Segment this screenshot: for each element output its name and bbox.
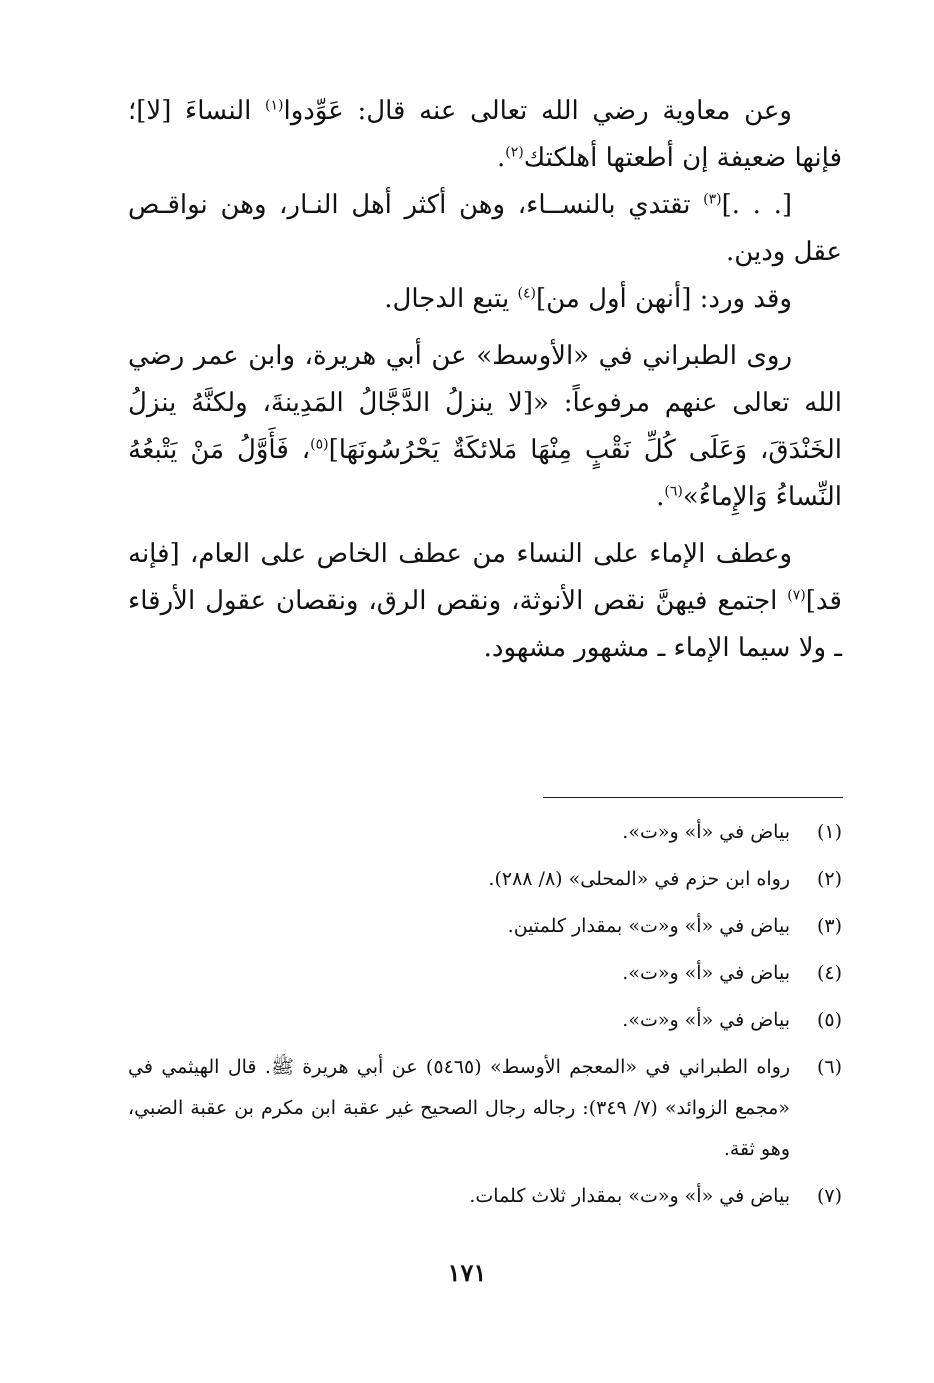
footnote-ref-5: (٥)	[310, 436, 329, 453]
footnote-ref-7: (٧)	[787, 587, 806, 604]
paragraph-text: النساءَ [لا]؛ فإنها ضعيفة إن أطعتها أهلكتك	[128, 96, 842, 173]
paragraph-text: وعطف الإماء على النساء من عطف الخاص على العام، [فإنه قد]	[128, 539, 842, 616]
footnote-text: بياض في «أ» و«ت».	[622, 1009, 790, 1031]
footnote-ref-6: (٦)	[664, 483, 683, 500]
footnote-number: (٣)	[816, 915, 842, 937]
paragraph-text: وعن معاوية رضي الله تعالى عنه قال: عَوِّدوا	[283, 96, 792, 126]
main-text	[128, 88, 842, 672]
footnote-text: بياض في «أ» و«ت».	[622, 962, 790, 984]
paragraph-text: .	[656, 482, 665, 512]
footnote-item	[128, 859, 842, 900]
footnote-number: (٧)	[816, 1185, 842, 1207]
footnote-item	[128, 812, 842, 853]
page-number: ١٧١	[447, 1258, 487, 1287]
footnote-text: رواه الطبراني في «المعجم الأوسط» (٥٤٦٥) عن أبي هريرة ﷺ. قال الهيثمي في «مجمع الزوائد» (٧/ ٣٤٩): رجاله رجال الصحيح غير عقبة ابن مكرم بن عقبة الضبي، وهو ثقة.	[128, 1056, 791, 1160]
footnote-item	[128, 1047, 842, 1170]
footnote-number: (٥)	[816, 1009, 842, 1031]
footnote-item	[128, 1176, 842, 1217]
footnote-item	[128, 906, 842, 947]
footnote-item	[128, 1000, 842, 1041]
footnote-text: بياض في «أ» و«ت» بمقدار كلمتين.	[507, 915, 790, 937]
paragraph-text: تقتدي بالنســاء، وهن أكثر أهل النـار، وهن نواقـص عقل ودين.	[128, 190, 842, 267]
paragraph-text: .	[496, 143, 506, 173]
footnote-text: بياض في «أ» و«ت» بمقدار ثلاث كلمات.	[469, 1185, 790, 1207]
footnote-text: رواه ابن حزم في «المحلى» (٨/ ٢٨٨).	[488, 868, 790, 890]
footnote-separator	[543, 797, 843, 798]
paragraph-text: روى الطبراني في «الأوسط» عن أبي هريرة، وابن عمر رضي الله تعالى عنهم مرفوعاً: «[لا ينزلُ الدَّجَّالُ المَدِينةَ، ولكنَّهُ ينزلُ الخَنْدَقَ، وَعَلَى كُلِّ نَقْبٍ مِنْهَا مَلائكَةٌ يَحْرُسُونَهَا]	[128, 341, 842, 465]
footnote-ref-4: (٤)	[517, 285, 536, 302]
paragraph-3	[128, 276, 842, 323]
paragraph-4	[128, 333, 842, 521]
footnote-number: (١)	[816, 821, 842, 843]
footnotes	[128, 812, 842, 1223]
footnote-ref-2: (٢)	[505, 144, 524, 161]
footnote-ref-1: (١)	[265, 97, 284, 114]
footnote-item	[128, 953, 842, 994]
footnote-text: بياض في «أ» و«ت».	[622, 821, 790, 843]
footnote-ref-3: (٣)	[703, 191, 722, 208]
paragraph-text: ، فَأَوَّلُ مَنْ يَتْبعُهُ النِّساءُ وَالإِماءُ»	[128, 435, 842, 512]
paragraph-1	[128, 88, 842, 182]
paragraph-text: اجتمع فيهنَّ نقص الأنوثة، ونقص الرق، ونقصان عقول الأرقاء ـ ولا سيما الإماء ـ مشهور مشهود.	[128, 586, 842, 663]
footnote-number: (٤)	[816, 962, 842, 984]
footnote-number: (٢)	[816, 868, 842, 890]
paragraph-text: يتبع الدجال.	[384, 284, 518, 314]
paragraph-5	[128, 531, 842, 672]
paragraph-2	[128, 182, 842, 276]
paragraph-text: [. . .]	[721, 190, 792, 220]
paragraph-text: وقد ورد: [أنهن أول من]	[535, 284, 792, 314]
footnote-number: (٦)	[816, 1056, 842, 1078]
